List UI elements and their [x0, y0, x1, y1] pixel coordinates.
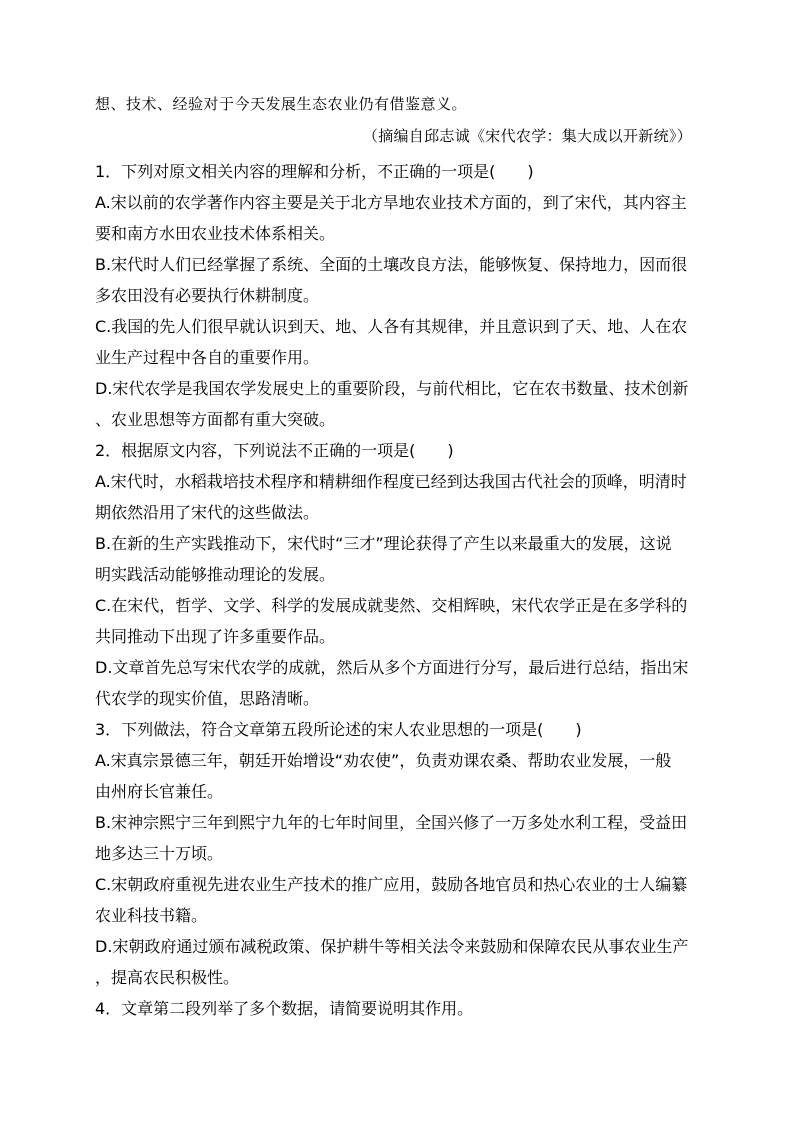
question-1-option-d-line-2: 、农业思想等方面都有重大突破。	[95, 410, 336, 429]
question-3-option-c-line-1: C.宋朝政府重视先进农业生产技术的推广应用，鼓励各地官员和热心农业的士人编纂	[95, 875, 688, 894]
question-3-option-b-line-1: B.宋神宗熙宁三年到熙宁九年的七年时间里，全国兴修了一万多处水利工程，受益田	[95, 813, 688, 832]
question-2-option-d-line-1: D.文章首先总写宋代农学的成就，然后从多个方面进行分写，最后进行总结，指出宋	[95, 658, 689, 677]
intro-text: 想、技术、经验对于今天发展生态农业仍有借鉴意义。	[95, 95, 468, 113]
question-1-option-c-line-2: 业生产过程中各自的重要作用。	[95, 348, 320, 367]
question-3-option-b-line-2: 地多达三十万顷。	[95, 844, 224, 863]
question-2-option-b-line-2: 明实践活动能够推动理论的发展。	[95, 565, 336, 584]
question-3-stem: 3．下列做法，符合文章第五段所论述的宋人农业思想的一项是( )	[95, 720, 582, 739]
question-4-stem: 4．文章第二段列举了多个数据，请简要说明其作用。	[95, 999, 474, 1018]
question-3-option-a-line-2: 由州府长官兼任。	[95, 782, 224, 801]
question-1-option-a-line-2: 要和南方水田农业技术体系相关。	[95, 224, 336, 243]
question-1-option-b-line-2: 多农田没有必要执行休耕制度。	[95, 286, 320, 305]
question-1-option-a-line-1: A.宋以前的农学著作内容主要是关于北方旱地农业技术方面的，到了宋代，其内容主	[95, 193, 687, 212]
question-1-option-b-line-1: B.宋代时人们已经掌握了系统、全面的土壤改良方法，能够恢复、保持地力，因而很	[95, 255, 688, 274]
question-1-option-c-line-1: C.我国的先人们很早就认识到天、地、人各有其规律，并且意识到了天、地、人在农	[95, 317, 688, 336]
source-citation: （摘编自邱志诚《宋代农学：集大成以开新统》）	[362, 127, 692, 145]
question-3-option-a-line-1: A.宋真宗景德三年，朝廷开始增设“劝农使”，负责劝课农桑、帮助农业发展，一般	[95, 751, 672, 770]
question-3-option-d-line-1: D.宋朝政府通过颁布减税政策、保护耕牛等相关法令来鼓励和保障农民从事农业生产	[95, 937, 689, 956]
question-3-option-d-line-2: ，提高农民积极性。	[95, 968, 240, 987]
question-2-stem: 2．根据原文内容，下列说法不正确的一项是( )	[95, 441, 454, 460]
questions-section	[95, 156, 699, 1024]
question-2-option-a-line-1: A.宋代时，水稻栽培技术程序和精耕细作程度已经到达我国古代社会的顶峰，明清时	[95, 472, 687, 491]
question-3-option-c-line-2: 农业科技书籍。	[95, 906, 208, 925]
question-2-option-c-line-2: 共同推动下出现了许多重要作品。	[95, 627, 336, 646]
question-2-option-d-line-2: 代农学的现实价值，思路清晰。	[95, 689, 320, 708]
question-1-option-d-line-1: D.宋代农学是我国农学发展史上的重要阶段，与前代相比，它在农书数量、技术创新	[95, 379, 689, 398]
question-1-stem: 1．下列对原文相关内容的理解和分析，不正确的一项是( )	[95, 162, 534, 181]
question-2-option-b-line-1: B.在新的生产实践推动下，宋代时“三才”理论获得了产生以来最重大的发展，这说	[95, 534, 672, 553]
question-2-option-c-line-1: C.在宋代，哲学、文学、科学的发展成就斐然、交相辉映，宋代农学正是在多学科的	[95, 596, 688, 615]
question-2-option-a-line-2: 期依然沿用了宋代的这些做法。	[95, 503, 320, 522]
